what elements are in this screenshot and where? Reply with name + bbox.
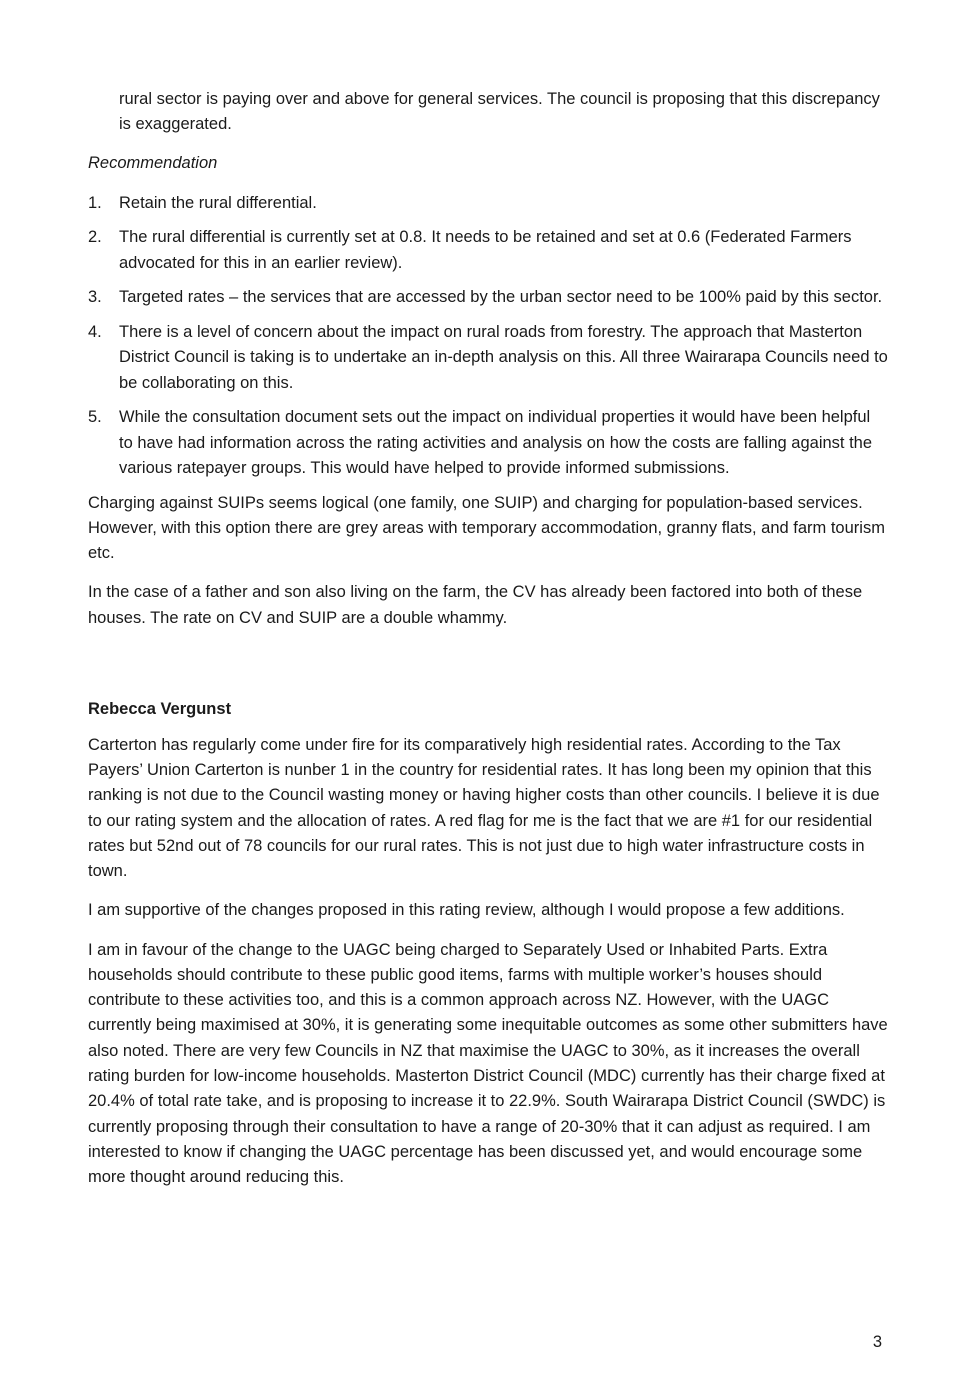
document-page: [88, 87, 888, 1204]
submission-paragraph: I am in favour of the change to the UAGC being charged to Separately Used or Inhabited Parts. Extra households should contribute to these public good items, farms with multiple worker’s houses should contribute to these activities too, and this is a common approach across NZ. However, with the UAGC currently being maximised at 30%, it is generating some inequitable outcomes as some other submitters have also noted. There are very few Councils in NZ that maximise the UAGC to 30%, as it increases the overall rating burden for low-income households. Masterton District Council (MDC) currently has their charge fixed at 20.4% of total rate take, and is proposing to increase it to 22.9%. South Wairarapa District Council (SWDC) is currently proposing through their consultation to have a range of 20-30% that it can adjust as required. I am interested to know if changing the UAGC percentage has been discussed yet, and would encourage some more thought around reducing this.: [88, 940, 888, 1187]
list-item: [88, 225, 888, 275]
list-item: [88, 285, 888, 310]
list-item-text: Targeted rates – the services that are accessed by the urban sector need to be 100% paid by this sector.: [119, 288, 883, 307]
list-item-number: 4.: [88, 323, 102, 342]
list-item: [88, 320, 888, 396]
list-item-number: 2.: [88, 228, 102, 247]
double-whammy-paragraph: In the case of a father and son also living on the farm, the CV has already been factored into both of these houses. The rate on CV and SUIP are a double whammy.: [88, 583, 863, 627]
list-item-number: 1.: [88, 193, 102, 212]
list-item: [88, 191, 888, 216]
submitter-name-heading: Rebecca Vergunst: [88, 699, 232, 718]
continuation-paragraph: rural sector is paying over and above for general services. The council is proposing that this discrepancy is exaggerated.: [119, 90, 880, 134]
list-item-text: There is a level of concern about the impact on rural roads from forestry. The approach that Masterton District Council is taking is to undertake an in-depth analysis on this. All three Wairarapa Councils need to be collaborating on this.: [119, 323, 888, 392]
submission-paragraph: I am supportive of the changes proposed in this rating review, although I would propose a few additions.: [88, 901, 845, 920]
list-item-text: The rural differential is currently set at 0.8. It needs to be retained and set at 0.6 (Federated Farmers advocated for this in an earlier review).: [119, 228, 852, 272]
list-item-text: Retain the rural differential.: [119, 193, 317, 212]
list-item-number: 5.: [88, 408, 102, 427]
recommendation-heading: Recommendation: [88, 154, 218, 173]
list-item: [88, 405, 888, 481]
list-item-text: While the consultation document sets out the impact on individual properties it would have been helpful to have had information across the rating activities and analysis on how the costs are falling against the various ratepayer groups. This would have helped to provide informed submissions.: [119, 408, 873, 477]
recommendation-list: [88, 191, 888, 481]
submission-paragraph: Carterton has regularly come under fire for its comparatively high residential rates. According to the Tax Payers’ Union Carterton is nunber 1 in the country for residential rates. It has long been my opinion that this ranking is not due to the Council wasting money or having higher costs than other councils. I believe it is due to our rating system and the allocation of rates. A red flag for me is the fact that we are #1 for our residential rates but 52nd out of 78 councils for our rural rates. This is not just due to high water infrastructure costs in town.: [88, 735, 880, 881]
list-item-number: 3.: [88, 288, 102, 307]
section-spacer: [88, 645, 888, 697]
suip-paragraph: Charging against SUIPs seems logical (one family, one SUIP) and charging for population-based services. However, with this option there are grey areas with temporary accommodation, granny flats, and farm tourism etc.: [88, 493, 885, 563]
page-number: 3: [872, 1333, 882, 1351]
